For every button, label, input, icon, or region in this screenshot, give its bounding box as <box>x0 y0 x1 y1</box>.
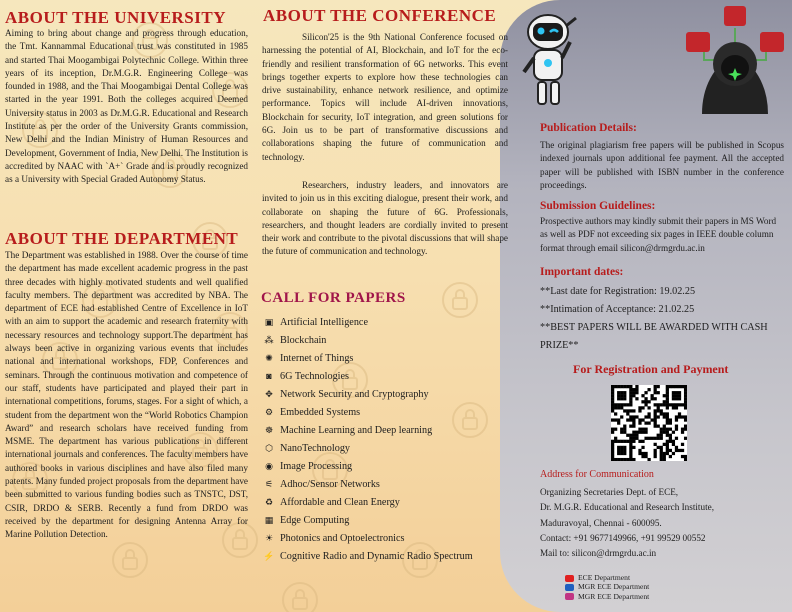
cfp-item: ⚙ Embedded Systems <box>262 403 502 421</box>
university-heading: ABOUT THE UNIVERSITY <box>5 8 226 27</box>
conference-para-1 <box>262 31 508 164</box>
nano-icon: ⬡ <box>265 443 273 453</box>
conference-para-2-text: Researchers, industry leaders, and innovators are invited to join us in this exciting dialogue, present their work, and collaborate on shaping the future of 6G. Professionals, researchers, and thought leaders are cordially invited to present their work and contribute to the pivotal discussions that will shape the future of communication and technology. <box>262 180 508 257</box>
network-icon: ✺ <box>265 353 273 363</box>
social-links <box>565 573 649 601</box>
university-body: Aiming to bring about change and progress through education, the Tmt. Kannammal Educational trust was constituted in 1985 and started Thai Moogambigai Polytechnic College. Within three years of its inception, Dr.M.G.R. Engineering College was founded in 1988, and the Thai Moogambigai Dental College was started in the year 1991. Both the colleges acquired Deemed University status in 2003 as Dr.M.G.R. Educational and Research Institute as per the order of the University Grants commission, New Delhi and the Indian Ministry of Human Resources and Development, Government of India, New Delhi. The Institution is accredited by NAAC with `A+` Grade and is proudly recognized as a University with Special Graded Autonomy Status. <box>5 28 248 185</box>
cfp-item: ◉ Image Processing <box>262 457 502 475</box>
cfp-item: ⚡ Cognitive Radio and Dynamic Radio Spectrum <box>262 547 502 565</box>
sensor-icon: ⚟ <box>264 479 274 489</box>
cfp-item: ☀ Photonics and Optoelectronics <box>262 529 502 547</box>
cfp-item: ♻ Affordable and Clean Energy <box>262 493 502 511</box>
conference-para-2 <box>262 179 508 259</box>
cfp-item: ☸ Machine Learning and Deep learning <box>262 421 502 439</box>
cfp-item: ▣ Artificial Intelligence <box>262 313 502 331</box>
dates-heading: Important dates: <box>540 266 624 278</box>
instagram-icon <box>565 593 574 600</box>
edge-icon: ▦ <box>264 515 274 525</box>
department-body: The Department was established in 1988. Over the course of time the department has made excellent academic progress in the past three decades with highly motivated students and well qualified faculty members. The department was accredited by NBA. The department of ECE had established Centre of Excellence in IoT with an aim to support the academic and research fraternity with necessary resources and technology support.The department has always been active in organizing various events that includes national and international workshops, FDP, Conferences and seminars. Through the continuous motivation and competence of our staff, students have participated and played their part in international competitions, forums, stages. For a sight of which, a student from the department won the “World Robotics Champion Award” and research scholars have received funding from MSME. The department has various publications in different international journals and conferences. The faculty members have authored books in various disciplines and have also filed many patents. Many funded project proposals from the department have been submitted to various funding bodies such as TNSTC, DST, CSIR, DRDO & SERB. Recently a fund from DRDO was received by the department for designing Antenna Array for Marine Pollution Detection. <box>5 250 248 540</box>
instagram-link[interactable]: MGR ECE Department <box>565 592 649 601</box>
facebook-link[interactable]: MGR ECE Department <box>565 582 649 591</box>
hacker-icon <box>680 2 790 114</box>
radio-icon: ⚡ <box>263 551 275 561</box>
embedded-icon: ⚙ <box>264 407 274 417</box>
security-icon: ✥ <box>265 389 273 399</box>
guidelines-heading: Submission Guidelines: <box>540 200 656 212</box>
address-block <box>540 485 785 561</box>
contact-line: Contact: +91 9677149966, +91 99529 00552 <box>540 532 706 543</box>
facebook-icon <box>565 584 574 591</box>
cfp-item: ⁂ Blockchain <box>262 331 502 349</box>
cfp-item: ◙ 6G Technologies <box>262 367 502 385</box>
publication-body: The original plagiarism free papers will be published in Scopus indexed journals upon additional fee payment. All the accepted paper will be published with ISBN number in the conference proceedings. <box>540 140 784 191</box>
chip-icon: ▣ <box>264 317 274 327</box>
address-line-3: Maduravoyal, Chennai - 600095. <box>540 517 662 528</box>
cfp-list <box>262 313 502 565</box>
image-icon: ◉ <box>265 461 273 471</box>
cfp-item: ▦ Edge Computing <box>262 511 502 529</box>
guidelines-body: Prospective authors may kindly submit their papers in MS Word as well as PDF not exceeding six pages in IEEE double column format through email silicon@drmgrdu.ac.in <box>540 216 777 253</box>
energy-icon: ♻ <box>264 497 274 507</box>
photonics-icon: ☀ <box>264 533 274 543</box>
robot-icon <box>518 8 582 112</box>
publication-heading: Publication Details: <box>540 122 637 134</box>
antenna-icon: ◙ <box>266 371 272 381</box>
cfp-item: ⚟ Adhoc/Sensor Networks <box>262 475 502 493</box>
address-line-1: Organizing Secretaries Dept. of ECE, <box>540 487 679 497</box>
blockchain-icon: ⁂ <box>264 335 274 345</box>
cfp-item: ✺ Internet of Things <box>262 349 502 367</box>
department-heading: ABOUT THE DEPARTMENT <box>5 229 239 248</box>
address-heading: Address for Communication <box>540 469 654 480</box>
youtube-icon <box>565 575 574 582</box>
conference-para-1-text: Silicon'25 is the 9th National Conference focused on harnessing the potential of AI, Blockchain, and IoT for the eco-friendly and resilient transformation of 6G networks. This event brings together experts to explore how these technologies can drive sustainability, enhance network resilience, and optimize performance. Topics will include AI-driven innovations, Blockchain for security, IoT integration, and green solutions for 6G. Join us to be part of transformative discussions and collaborations shaping the future of communication and technology. <box>262 32 508 162</box>
cfp-heading: CALL FOR PAPERS <box>261 290 406 306</box>
dates-block <box>540 283 785 355</box>
registration-heading: For Registration and Payment <box>573 362 729 376</box>
youtube-link[interactable]: ECE Department <box>565 573 649 582</box>
brain-icon: ☸ <box>264 425 274 435</box>
intimation-date: **Intimation of Acceptance: 21.02.25 <box>540 304 695 315</box>
award-note: **BEST PAPERS WILL BE AWARDED WITH CASH PRIZE** <box>540 322 768 351</box>
qr-code-icon[interactable] <box>611 385 687 461</box>
address-line-2: Dr. M.G.R. Educational and Research Institute, <box>540 502 715 513</box>
mail-line[interactable]: Mail to: silicon@drmgrdu.ac.in <box>540 548 657 559</box>
cfp-item: ⬡ NanoTechnology <box>262 439 502 457</box>
conference-heading: ABOUT THE CONFERENCE <box>263 6 497 25</box>
cfp-item: ✥ Network Security and Cryptography <box>262 385 502 403</box>
last-date: **Last date for Registration: 19.02.25 <box>540 286 696 297</box>
